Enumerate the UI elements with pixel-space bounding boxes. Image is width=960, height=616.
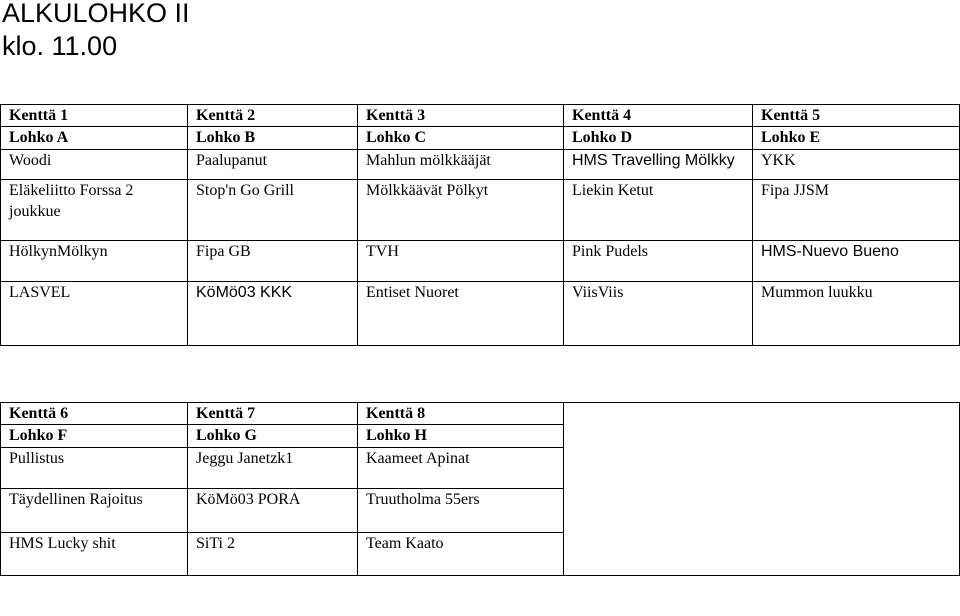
group-header: Lohko D xyxy=(564,127,753,150)
group-header: Lohko H xyxy=(358,425,564,448)
field-header: Kenttä 5 xyxy=(753,105,960,127)
team-cell: Team Kaato xyxy=(358,533,564,576)
group-header: Lohko C xyxy=(358,127,564,150)
field-header: Kenttä 6 xyxy=(1,403,188,425)
team-cell: HMS Travelling Mölkky xyxy=(564,150,753,180)
table-header-row-groups xyxy=(1,127,960,150)
group-header: Lohko G xyxy=(188,425,358,448)
team-cell: HMS-Nuevo Bueno xyxy=(753,241,960,282)
group-header: Lohko E xyxy=(753,127,960,150)
team-cell: HölkynMölkyn xyxy=(1,241,188,282)
team-cell: SiTi 2 xyxy=(188,533,358,576)
team-cell: Truutholma 55ers xyxy=(358,489,564,533)
team-cell: YKK xyxy=(753,150,960,180)
team-cell: Fipa JJSM xyxy=(753,180,960,241)
empty-area xyxy=(564,403,960,576)
team-cell: Paalupanut xyxy=(188,150,358,180)
field-header: Kenttä 2 xyxy=(188,105,358,127)
field-header: Kenttä 1 xyxy=(1,105,188,127)
schedule-table-lower xyxy=(0,402,960,576)
team-cell: Liekin Ketut xyxy=(564,180,753,241)
table-header-row-fields xyxy=(1,105,960,127)
page-subtitle-time: klo. 11.00 xyxy=(2,31,118,61)
team-cell: Mahlun mölkkääjät xyxy=(358,150,564,180)
team-cell: Pullistus xyxy=(1,448,188,489)
team-cell: Eläkeliitto Forssa 2 joukkue xyxy=(1,180,188,241)
team-cell: TVH xyxy=(358,241,564,282)
schedule-table-upper xyxy=(0,104,960,346)
team-cell: Kaameet Apinat xyxy=(358,448,564,489)
team-cell: HMS Lucky shit xyxy=(1,533,188,576)
team-cell: Pink Pudels xyxy=(564,241,753,282)
team-cell: Mölkkäävät Pölkyt xyxy=(358,180,564,241)
page-title: ALKULOHKO II xyxy=(2,0,190,28)
field-header: Kenttä 7 xyxy=(188,403,358,425)
field-header: Kenttä 3 xyxy=(358,105,564,127)
team-cell: Entiset Nuoret xyxy=(358,282,564,346)
table-row xyxy=(1,180,960,241)
table-header-row-fields xyxy=(1,403,960,425)
team-cell: Stop'n Go Grill xyxy=(188,180,358,241)
table-row xyxy=(1,150,960,180)
team-cell: Jeggu Janetzk1 xyxy=(188,448,358,489)
team-cell: ViisViis xyxy=(564,282,753,346)
field-header: Kenttä 4 xyxy=(564,105,753,127)
team-cell: Mummon luukku xyxy=(753,282,960,346)
team-cell: KöMö03 KKK xyxy=(188,282,358,346)
team-cell: LASVEL xyxy=(1,282,188,346)
group-header: Lohko B xyxy=(188,127,358,150)
team-cell: Täydellinen Rajoitus xyxy=(1,489,188,533)
table-row xyxy=(1,282,960,346)
group-header: Lohko A xyxy=(1,127,188,150)
field-header: Kenttä 8 xyxy=(358,403,564,425)
group-header: Lohko F xyxy=(1,425,188,448)
team-cell: Fipa GB xyxy=(188,241,358,282)
team-cell: Woodi xyxy=(1,150,188,180)
team-cell: KöMö03 PORA xyxy=(188,489,358,533)
table-row xyxy=(1,241,960,282)
